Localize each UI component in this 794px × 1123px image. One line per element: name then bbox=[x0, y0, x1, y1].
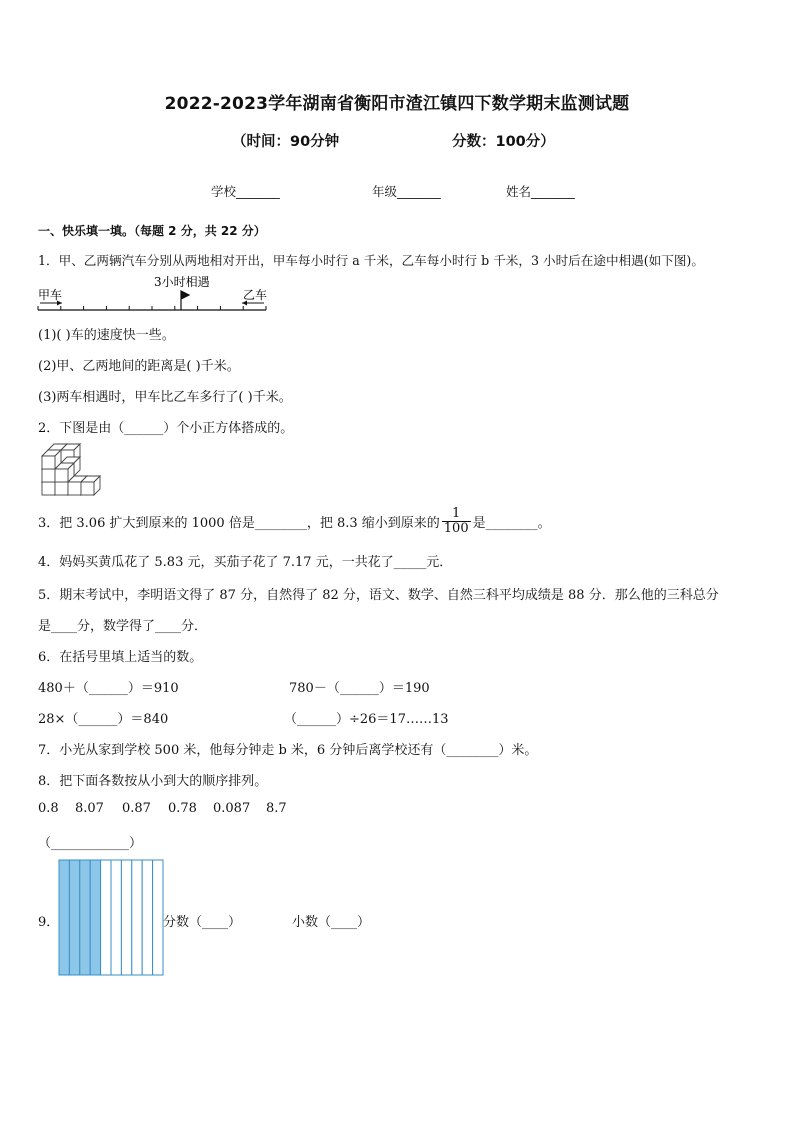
shaded-column bbox=[59, 860, 69, 975]
flag-icon bbox=[181, 291, 189, 310]
equation-3: 28×（______）＝840 bbox=[38, 712, 169, 727]
equation-4: （______）÷26＝17……13 bbox=[284, 712, 449, 727]
number-item: 0.087 bbox=[213, 801, 251, 816]
grid-column bbox=[142, 860, 152, 975]
school-field: 学校_______ bbox=[211, 184, 280, 199]
score-info: 分数：100分） bbox=[452, 134, 555, 150]
question-3 bbox=[38, 504, 551, 538]
grid-column bbox=[121, 860, 131, 975]
unit-cube bbox=[81, 476, 100, 495]
number-item: 0.87 bbox=[122, 801, 151, 816]
shaded-column bbox=[69, 860, 79, 975]
diagram-left-label: 甲车 bbox=[38, 288, 63, 302]
cube-stack-figure bbox=[40, 440, 112, 500]
fraction-one-hundredth bbox=[442, 507, 471, 536]
question-1-sub-2: (2)甲、乙两地间的距离是( )千米。 bbox=[38, 359, 240, 374]
question-4: 4．妈妈买黄瓜花了 5.83 元，买茄子花了 7.17 元，一共花了_____元． bbox=[38, 555, 453, 570]
equation-1: 480＋（______）＝910 bbox=[38, 681, 179, 696]
page-title: 2022-2023学年湖南省衡阳市渣江镇四下数学期末监测试题 bbox=[164, 94, 630, 114]
time-info: （时间：90分钟 bbox=[232, 134, 340, 150]
equation-2: 780－（______）＝190 bbox=[289, 681, 430, 696]
grid-column bbox=[132, 860, 142, 975]
name-field: 姓名_______ bbox=[506, 184, 575, 199]
question-7: 7．小光从家到学校 500 米，他每分钟走 b 米，6 分钟后离学校还有（________）米。 bbox=[38, 743, 538, 758]
meeting-diagram bbox=[36, 272, 276, 318]
question-9-decimal: 小数（____） bbox=[292, 915, 371, 930]
number-item: 8.7 bbox=[266, 801, 287, 816]
fraction-grid bbox=[58, 859, 164, 976]
question-5-line-1: 5．期末考试中，李明语文得了 87 分，自然得了 82 分，语文、数学、自然三科平均成绩是 88 分．那么他的三科总分 bbox=[38, 588, 719, 603]
question-9-fraction: 分数（____） bbox=[163, 915, 242, 930]
diagram-right-label: 乙车 bbox=[243, 288, 268, 302]
question-1-sub-1: (1)( )车的速度快一些。 bbox=[38, 328, 175, 343]
question-3-part-2: 是________。 bbox=[472, 515, 551, 531]
question-6: 6．在括号里填上适当的数。 bbox=[38, 650, 203, 665]
grid-column bbox=[111, 860, 121, 975]
question-8: 8．把下面各数按从小到大的顺序排列。 bbox=[38, 774, 268, 789]
shaded-column bbox=[80, 860, 90, 975]
question-5-line-2: 是____分，数学得了____分． bbox=[38, 619, 208, 634]
section-heading: 一、快乐填一填。（每题 2 分，共 22 分） bbox=[38, 224, 266, 238]
number-item: 8.07 bbox=[75, 801, 104, 816]
question-1-sub-3: (3)两车相遇时，甲车比乙车多行了( )千米。 bbox=[38, 390, 292, 405]
question-3-part-1: 3．把 3.06 扩大到原来的 1000 倍是________，把 8.3 缩小到原来的 bbox=[38, 515, 440, 531]
grid-column bbox=[153, 860, 163, 975]
question-9-label: 9． bbox=[38, 915, 60, 930]
question-8-answer: （____________） bbox=[38, 836, 143, 851]
shaded-column bbox=[90, 860, 100, 975]
question-2: 2．下图是由（______）个小正方体搭成的。 bbox=[38, 421, 294, 436]
question-1: 1．甲、乙两辆汽车分别从两地相对开出，甲车每小时行 a 千米，乙车每小时行 b 千米，3 小时后在途中相遇(如下图)。 bbox=[38, 253, 704, 268]
fraction-denominator: 100 bbox=[443, 520, 469, 536]
number-item: 0.8 bbox=[38, 801, 59, 816]
grade-field: 年级_______ bbox=[372, 184, 441, 199]
fraction-numerator: 1 bbox=[442, 507, 471, 522]
grid-column bbox=[101, 860, 111, 975]
number-item: 0.78 bbox=[168, 801, 197, 816]
diagram-meet-label: 3小时相遇 bbox=[154, 275, 210, 289]
